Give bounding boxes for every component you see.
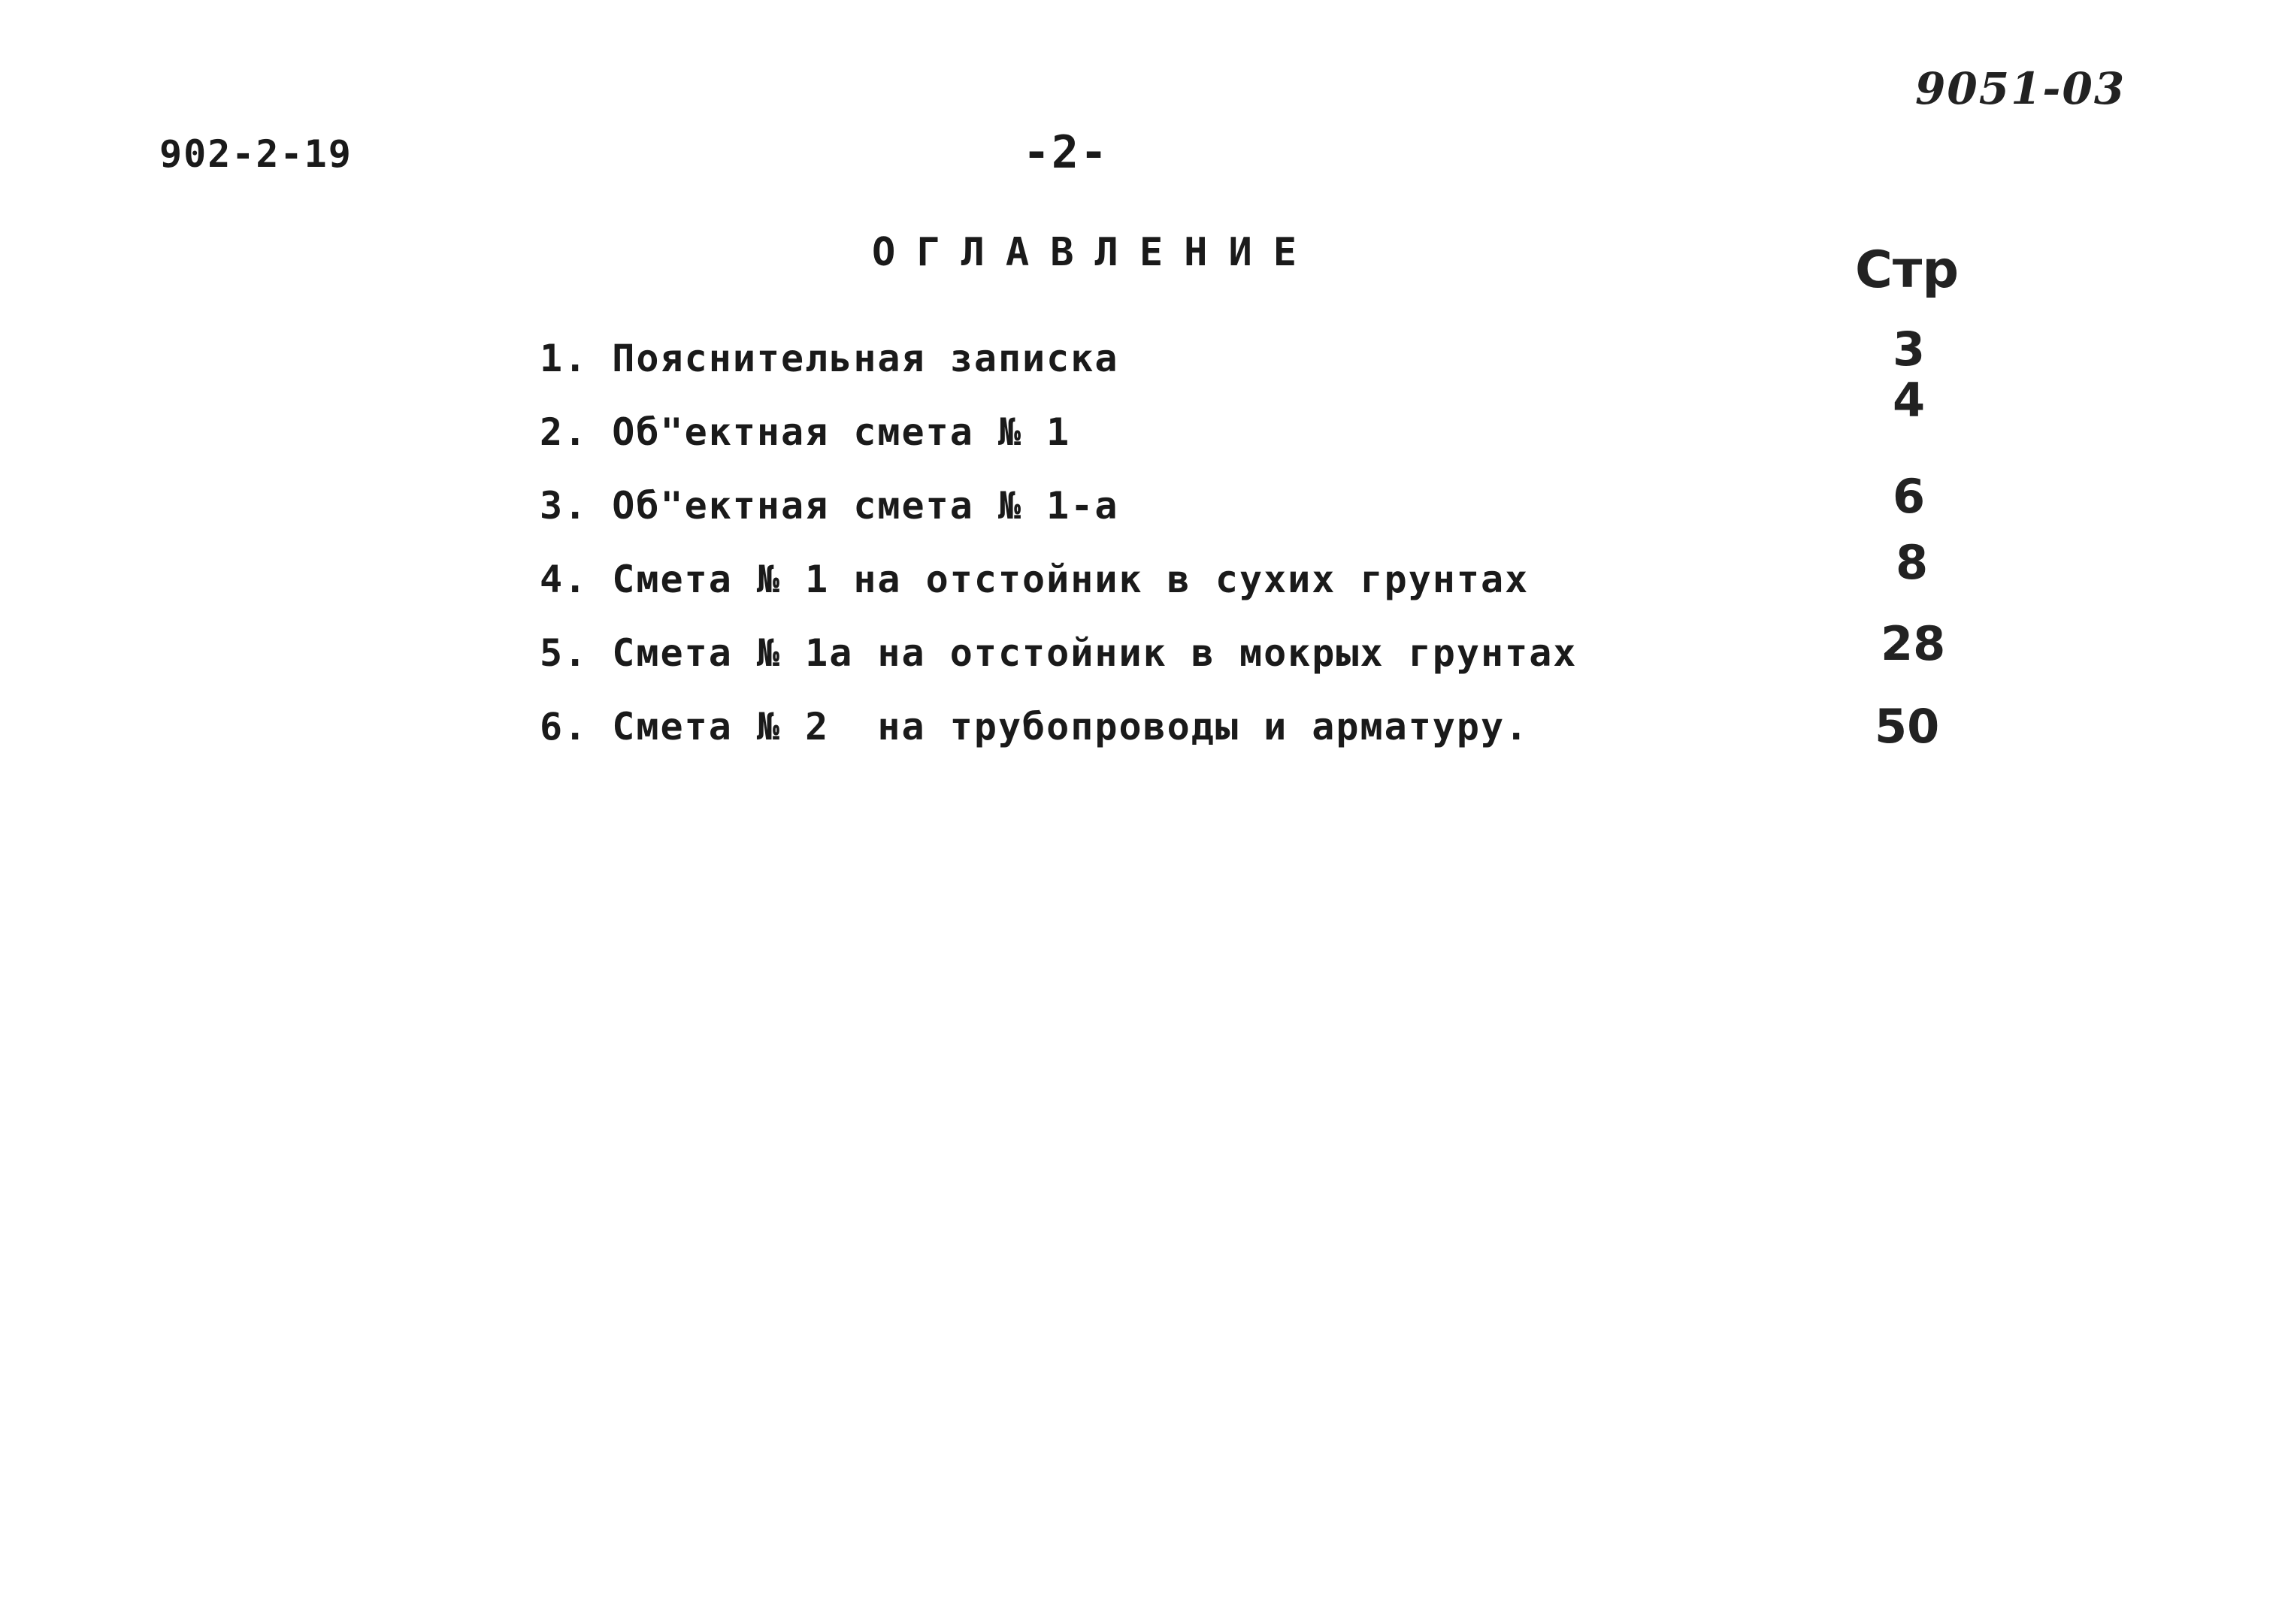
toc-item <box>540 322 2043 389</box>
toc-item-page: 28 <box>1881 616 1946 671</box>
toc-item-page: 6 <box>1893 469 1926 524</box>
toc-item-label: 3. Об"ектная смета № 1-а <box>540 484 1119 528</box>
toc-item-page: 3 <box>1893 322 1926 377</box>
page-column-label: Стр <box>1855 240 1959 300</box>
toc-item <box>540 373 2043 463</box>
toc-item-label: 6. Смета № 2 на трубопроводы и арматуру. <box>540 705 1530 748</box>
toc-item-page: 50 <box>1875 699 1940 754</box>
document-code: 902-2-19 <box>159 132 353 176</box>
toc-item-page: 8 <box>1896 535 1929 590</box>
toc-item <box>540 616 2043 684</box>
toc-item <box>540 699 2043 758</box>
toc-item <box>540 469 2043 537</box>
toc-item <box>540 535 2043 610</box>
toc-item-label: 4. Смета № 1 на отстойник в сухих грунтах <box>540 558 1530 601</box>
toc-item-page: 4 <box>1893 373 1926 428</box>
toc-item-label: 2. Об"ектная смета № 1 <box>540 410 1071 454</box>
archive-number: 9051-03 <box>1915 63 2126 114</box>
page-number: -2- <box>1022 126 1109 179</box>
toc-item-label: 1. Пояснительная записка <box>540 337 1119 380</box>
toc-title: ОГЛАВЛЕНИЕ <box>872 230 1318 275</box>
toc-item-label: 5. Смета № 1а на отстойник в мокрых грунтах <box>540 631 1578 675</box>
